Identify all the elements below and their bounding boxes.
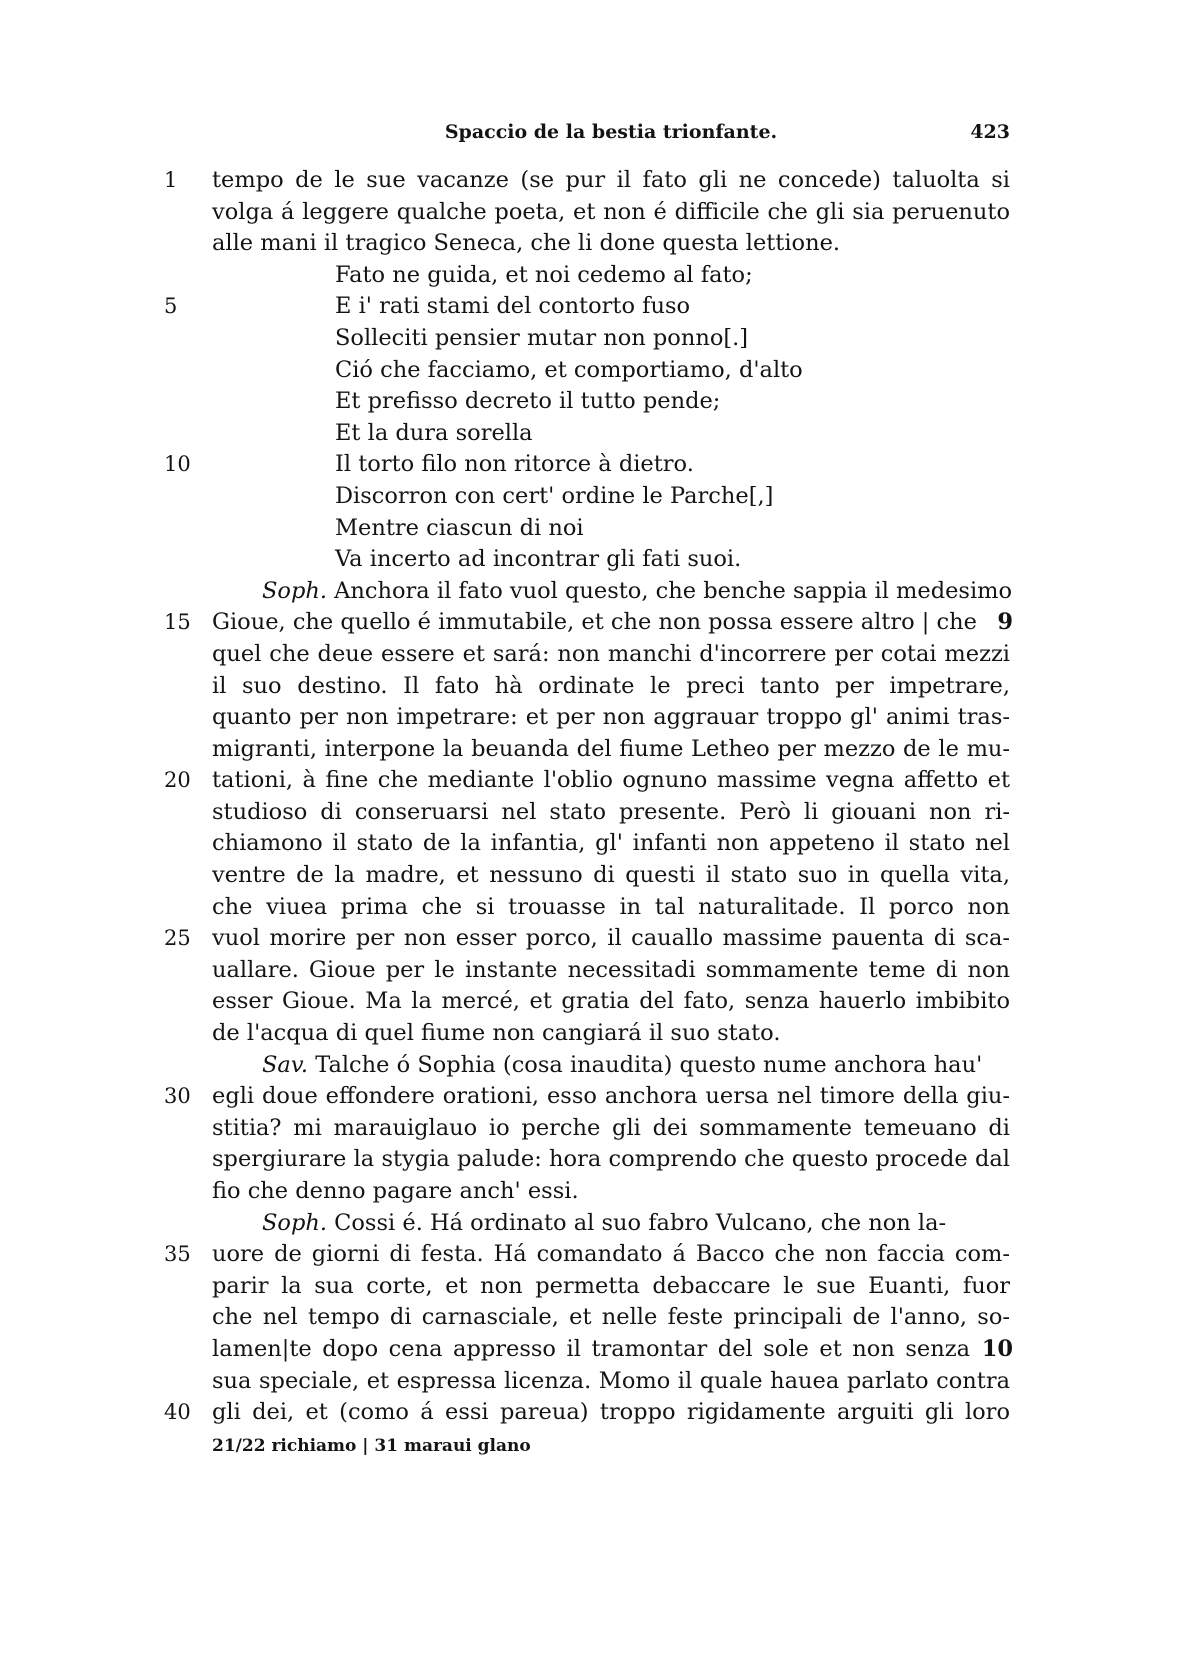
line-text: volga á leggere qualche poeta, et non é difficile che gli sia peruenuto — [212, 198, 1010, 225]
line-text: Discorron con cert' ordine le Parche[,] — [335, 482, 774, 509]
text-line — [212, 639, 1010, 671]
text-line — [212, 797, 1010, 829]
text-line — [164, 765, 1010, 797]
line-text: chiamono il stato de la infantia, gl' infanti non appeteno il stato nel — [212, 830, 1010, 857]
line-text: fio che denno pagare anch' essi. — [212, 1178, 579, 1204]
text-line — [212, 1302, 1010, 1334]
line-text: ventre de la madre, et nessuno di questi il stato suo in quella vita, — [212, 862, 1010, 889]
line-text: studioso di conseruarsi nel stato presente. Però li giouani non ri- — [212, 798, 1010, 825]
page-number: 423 — [970, 121, 1010, 143]
line-text: Et la dura sorella — [335, 419, 533, 446]
line-text: quel che deue essere et sará: non manchi d'incorrere per cotai mezzi — [212, 640, 1010, 667]
text-line — [164, 291, 1010, 323]
line-text: alle mani il tragico Seneca, che li done questa lettione. — [212, 230, 841, 257]
text-line — [212, 544, 1010, 576]
running-title: Spaccio de la bestia trionfante. — [444, 121, 778, 143]
line-text: Mentre ciascun di noi — [335, 514, 584, 541]
text-line — [212, 323, 1010, 355]
speaker-label: Sav. — [262, 1051, 309, 1078]
text-line — [212, 955, 1010, 987]
text-line — [212, 702, 1010, 734]
text-line — [212, 260, 1010, 292]
line-text: gli dei, et (como á essi pareua) troppo rigidamente arguiti gli loro — [212, 1399, 1010, 1426]
text-line — [212, 1271, 1010, 1303]
line-text: Fato ne guida, et noi cedemo al fato; — [335, 261, 753, 288]
line-number: 10 — [164, 452, 191, 477]
text-line — [212, 418, 1010, 450]
marginal-page-reference: 9 — [987, 607, 1013, 639]
text-line — [212, 1018, 1010, 1050]
text-line — [212, 355, 1010, 387]
line-text: Solleciti pensier mutar non ponno[.] — [335, 324, 749, 351]
line-text: migranti, interpone la beuanda del fiume Letheo per mezzo de le mu- — [212, 735, 1010, 762]
line-text: che nel tempo di carnasciale, et nelle feste principali de l'anno, so- — [212, 1304, 1010, 1331]
line-text: esser Gioue. Ma la mercé, et gratia del fato, senza hauerlo imbibito — [212, 988, 1010, 1015]
text-line — [212, 671, 1010, 703]
line-number: 30 — [164, 1084, 191, 1109]
line-text: il suo destino. Il fato hà ordinate le preci tanto per impetrare, — [212, 672, 1010, 699]
text-line — [212, 228, 1010, 260]
line-number: 40 — [164, 1400, 191, 1425]
text-line — [164, 449, 1010, 481]
speaker-label: Soph. — [262, 577, 328, 604]
critical-apparatus-note: 21/22 richiamo | 31 maraui glano — [212, 1436, 531, 1456]
text-line — [212, 1050, 1010, 1082]
text-line — [212, 734, 1010, 766]
line-text: egli doue effondere orationi, esso anchora uersa nel timore della giu- — [212, 1083, 1010, 1110]
text-line — [164, 1239, 1010, 1271]
line-text: stitia? mi marauiglauo io perche gli dei sommamente temeuano di — [212, 1114, 1010, 1141]
text-line — [164, 165, 1010, 197]
line-text: uallare. Gioue per le instante necessitadi sommamente teme di non — [212, 956, 1010, 983]
text-line — [212, 1176, 1010, 1208]
line-text: Et prefisso decreto il tutto pende; — [335, 388, 721, 415]
line-number: 35 — [164, 1242, 191, 1267]
line-number: 25 — [164, 926, 191, 951]
text-line — [164, 1081, 1010, 1113]
line-text: Cossi é. Há ordinato al suo fabro Vulcano, che non la- — [334, 1209, 947, 1236]
line-text: Va incerto ad incontrar gli fati suoi. — [335, 546, 742, 573]
text-line — [212, 1208, 1010, 1240]
speaker-label: Soph. — [262, 1209, 328, 1236]
line-text: Ció che facciamo, et comportiamo, d'alto — [335, 356, 803, 383]
line-number: 5 — [164, 294, 178, 319]
text-line — [212, 576, 1013, 608]
running-header — [212, 117, 1010, 153]
line-text: quanto per non impetrare: et per non aggrauar troppo gl' animi tras- — [212, 704, 1010, 731]
text-line — [212, 481, 1010, 513]
line-text: parir la sua corte, et non permetta debaccare le sue Euanti, fuor — [212, 1272, 1010, 1299]
line-text: Gioue, che quello é immutabile, et che non possa essere altro | che — [212, 609, 977, 636]
text-line — [212, 513, 1010, 545]
text-line — [212, 828, 1010, 860]
line-text: Il torto filo non ritorce à dietro. — [335, 451, 694, 478]
line-text: uore de giorni di festa. Há comandato á Bacco che non faccia com- — [212, 1241, 1010, 1268]
text-line — [212, 986, 1010, 1018]
line-text: lamen|te dopo cena appresso il tramontar del sole et non senza — [212, 1335, 970, 1362]
line-text: tationi, à fine che mediante l'oblio ognuno massime vegna affetto et — [212, 767, 1010, 794]
text-line — [212, 386, 1010, 418]
line-text: spergiurare la stygia palude: hora comprendo che questo procede dal — [212, 1146, 1010, 1173]
text-line — [212, 1113, 1010, 1145]
line-text: che viuea prima che si trouasse in tal naturalitade. Il porco non — [212, 893, 1010, 920]
line-text: vuol morire per non esser porco, il cauallo massime pauenta di sca- — [212, 925, 1010, 952]
text-line — [212, 197, 1010, 229]
line-text: Anchora il fato vuol questo, che benche sappia il medesimo — [334, 577, 1013, 604]
text-line — [164, 1397, 1010, 1429]
text-line — [212, 892, 1010, 924]
line-number: 20 — [164, 768, 191, 793]
text-line — [212, 1366, 1010, 1398]
line-text: E i' rati stami del contorto fuso — [335, 293, 691, 320]
marginal-page-reference: 10 — [972, 1334, 1013, 1366]
line-number: 1 — [164, 168, 178, 192]
text-line — [212, 1144, 1010, 1176]
text-line — [164, 607, 1013, 639]
line-text: Talche ó Sophia (cosa inaudita) questo nume anchora hau' — [315, 1051, 983, 1078]
line-text: sua speciale, et espressa licenza. Momo il quale hauea parlato contra — [212, 1367, 1010, 1394]
line-text: tempo de le sue vacanze (se pur il fato gli ne concede) taluolta si — [212, 167, 1010, 193]
line-text: de l'acqua di quel fiume non cangiará il suo stato. — [212, 1020, 781, 1047]
line-number: 15 — [164, 610, 191, 635]
text-body — [164, 165, 1013, 1429]
text-line — [212, 860, 1010, 892]
text-line — [164, 923, 1010, 955]
text-line — [212, 1334, 1013, 1366]
